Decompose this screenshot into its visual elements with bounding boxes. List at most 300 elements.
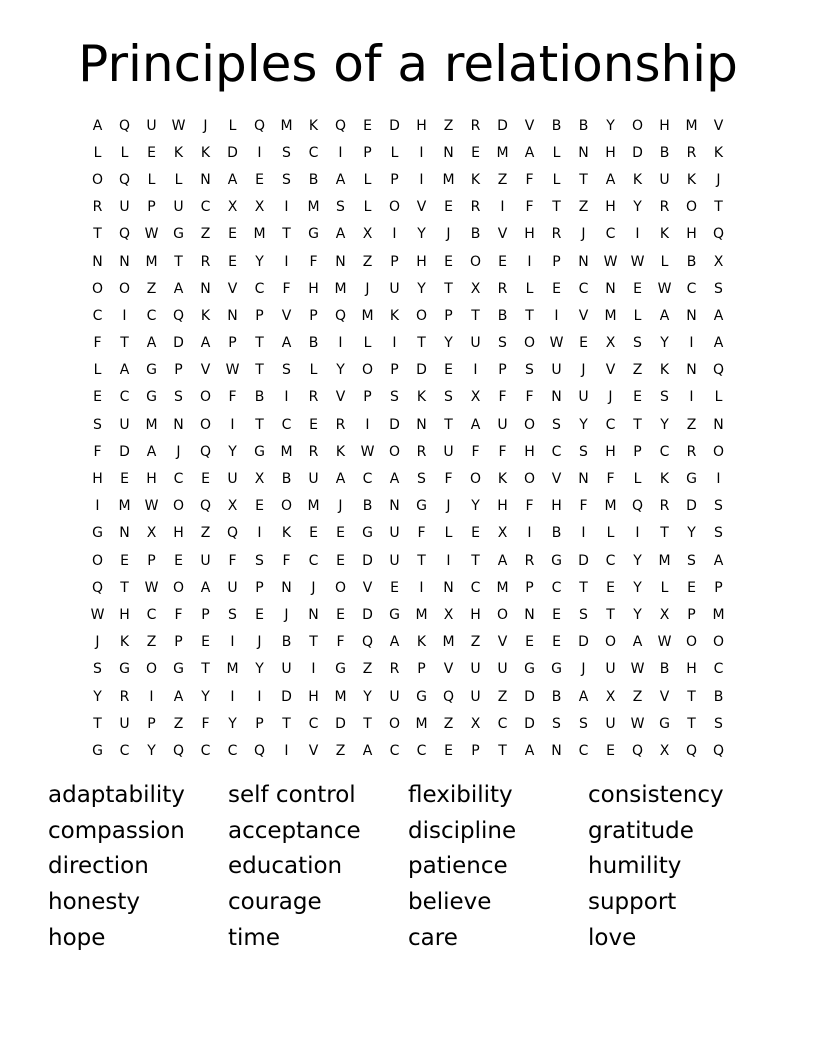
- grid-letter: O: [91, 280, 104, 297]
- grid-letter: Y: [633, 552, 642, 569]
- grid-letter: H: [524, 226, 535, 243]
- grid-letter: I: [338, 144, 343, 161]
- grid-letter: T: [444, 416, 453, 433]
- grid-letter: J: [581, 362, 586, 379]
- grid-letter: G: [92, 742, 103, 759]
- grid-letter: K: [497, 471, 508, 488]
- grid-letter: N: [605, 280, 616, 297]
- word-list-item: love: [588, 924, 637, 951]
- grid-letter: M: [442, 171, 455, 188]
- grid-letter: G: [416, 688, 427, 705]
- grid-row: [84, 221, 732, 248]
- grid-letter: L: [606, 525, 615, 542]
- grid-letter: E: [363, 117, 372, 134]
- grid-letter: W: [144, 226, 159, 243]
- grid-letter: X: [362, 226, 373, 243]
- grid-letter: J: [608, 389, 613, 406]
- grid-letter: B: [362, 498, 373, 515]
- grid-letter: C: [254, 280, 265, 297]
- grid-letter: G: [173, 661, 184, 678]
- grid-letter: M: [118, 498, 131, 515]
- word-list-item: patience: [408, 853, 508, 880]
- grid-letter: A: [200, 335, 211, 352]
- grid-letter: A: [146, 443, 157, 460]
- grid-letter: P: [687, 606, 696, 623]
- grid-letter: Q: [253, 742, 266, 759]
- grid-letter: F: [282, 280, 291, 297]
- grid-letter: T: [498, 742, 507, 759]
- grid-letter: H: [308, 688, 319, 705]
- word-list-item: consistency: [588, 782, 724, 808]
- grid-letter: H: [686, 661, 697, 678]
- grid-letter: E: [444, 253, 453, 270]
- grid-letter: K: [119, 634, 130, 651]
- grid-letter: K: [200, 144, 211, 161]
- grid-letter: H: [605, 144, 616, 161]
- grid-letter: M: [496, 144, 509, 161]
- grid-row: [84, 547, 732, 574]
- grid-letter: L: [147, 171, 156, 188]
- word-list-item: discipline: [408, 817, 517, 844]
- grid-letter: S: [174, 389, 183, 406]
- grid-letter: Y: [255, 661, 264, 678]
- grid-letter: P: [633, 443, 642, 460]
- word-list-item: courage: [228, 889, 322, 916]
- grid-letter: K: [659, 226, 670, 243]
- grid-letter: L: [390, 144, 399, 161]
- grid-letter: I: [338, 335, 343, 352]
- grid-letter: S: [282, 171, 291, 188]
- grid-letter: E: [687, 579, 696, 596]
- grid-letter: S: [417, 471, 426, 488]
- grid-letter: F: [228, 389, 237, 406]
- grid-letter: T: [255, 335, 264, 352]
- grid-letter: G: [146, 389, 157, 406]
- grid-letter: J: [446, 226, 451, 243]
- grid-letter: O: [172, 498, 185, 515]
- grid-letter: T: [120, 335, 129, 352]
- grid-letter: X: [605, 688, 616, 705]
- grid-letter: N: [686, 362, 697, 379]
- grid-letter: Z: [173, 715, 184, 732]
- grid-letter: Y: [660, 335, 669, 352]
- grid-letter: N: [443, 579, 454, 596]
- grid-letter: F: [498, 389, 507, 406]
- grid-letter: D: [416, 362, 427, 379]
- grid-row: [84, 357, 732, 384]
- grid-letter: U: [578, 389, 589, 406]
- grid-letter: I: [392, 335, 397, 352]
- grid-letter: M: [658, 552, 671, 569]
- grid-letter: E: [201, 634, 210, 651]
- grid-letter: B: [551, 688, 562, 705]
- grid-letter: K: [308, 117, 319, 134]
- grid-letter: N: [308, 606, 319, 623]
- grid-letter: X: [146, 525, 157, 542]
- grid-letter: X: [659, 742, 670, 759]
- grid-row: [84, 629, 732, 656]
- grid-letter: J: [203, 117, 208, 134]
- grid-letter: P: [228, 335, 237, 352]
- grid-letter: W: [171, 117, 186, 134]
- grid-letter: D: [578, 552, 589, 569]
- grid-letter: C: [200, 742, 211, 759]
- grid-letter: N: [578, 144, 589, 161]
- grid-letter: E: [444, 742, 453, 759]
- grid-letter: J: [716, 171, 721, 188]
- grid-letter: X: [443, 606, 454, 623]
- grid-letter: K: [281, 525, 292, 542]
- grid-letter: Z: [497, 171, 508, 188]
- grid-letter: G: [659, 715, 670, 732]
- grid-letter: U: [200, 552, 211, 569]
- grid-letter: N: [551, 742, 562, 759]
- grid-letter: R: [659, 498, 670, 515]
- grid-letter: X: [254, 199, 265, 216]
- grid-letter: Q: [712, 362, 725, 379]
- grid-letter: P: [390, 362, 399, 379]
- grid-letter: E: [93, 389, 102, 406]
- grid-letter: S: [282, 144, 291, 161]
- grid-letter: N: [335, 253, 346, 270]
- grid-letter: G: [389, 606, 400, 623]
- word-list-item: care: [408, 924, 458, 951]
- grid-letter: O: [496, 606, 509, 623]
- grid-letter: M: [604, 307, 617, 324]
- grid-letter: S: [282, 362, 291, 379]
- grid-letter: L: [444, 525, 453, 542]
- grid-letter: V: [524, 117, 535, 134]
- grid-letter: S: [93, 416, 102, 433]
- grid-letter: N: [686, 307, 697, 324]
- grid-letter: A: [227, 171, 238, 188]
- grid-letter: Z: [443, 715, 454, 732]
- grid-letter: R: [551, 226, 562, 243]
- grid-letter: I: [230, 688, 235, 705]
- word-list-item: education: [228, 853, 343, 880]
- grid-letter: O: [523, 416, 536, 433]
- grid-letter: M: [280, 443, 293, 460]
- grid-letter: T: [309, 634, 318, 651]
- grid-letter: V: [281, 307, 292, 324]
- grid-row: [84, 302, 732, 329]
- grid-letter: A: [119, 362, 130, 379]
- grid-letter: U: [119, 199, 130, 216]
- grid-letter: I: [635, 226, 640, 243]
- grid-letter: X: [227, 199, 238, 216]
- grid-letter: T: [282, 715, 291, 732]
- grid-letter: U: [470, 661, 481, 678]
- grid-row: [84, 683, 732, 710]
- grid-letter: R: [92, 199, 103, 216]
- grid-letter: E: [606, 742, 615, 759]
- grid-letter: K: [659, 362, 670, 379]
- grid-letter: G: [362, 525, 373, 542]
- grid-letter: O: [388, 199, 401, 216]
- grid-letter: G: [416, 498, 427, 515]
- grid-letter: T: [93, 226, 102, 243]
- grid-letter: M: [226, 661, 239, 678]
- grid-letter: T: [282, 226, 291, 243]
- grid-letter: M: [415, 715, 428, 732]
- grid-letter: J: [284, 606, 289, 623]
- grid-letter: P: [417, 661, 426, 678]
- grid-letter: C: [470, 579, 481, 596]
- grid-letter: H: [524, 443, 535, 460]
- grid-letter: F: [525, 389, 534, 406]
- grid-letter: C: [578, 742, 589, 759]
- grid-letter: L: [174, 171, 183, 188]
- grid-letter: C: [308, 715, 319, 732]
- grid-letter: C: [281, 416, 292, 433]
- grid-letter: N: [92, 253, 103, 270]
- grid-letter: D: [173, 335, 184, 352]
- grid-letter: D: [362, 552, 373, 569]
- grid-letter: O: [91, 552, 104, 569]
- grid-letter: P: [363, 144, 372, 161]
- word-list-item: direction: [48, 853, 149, 880]
- grid-letter: S: [579, 606, 588, 623]
- grid-letter: A: [362, 742, 373, 759]
- grid-letter: S: [579, 715, 588, 732]
- grid-letter: I: [149, 688, 154, 705]
- grid-letter: W: [603, 253, 618, 270]
- grid-letter: E: [309, 525, 318, 542]
- grid-letter: R: [470, 199, 481, 216]
- grid-letter: T: [633, 416, 642, 433]
- grid-letter: M: [604, 498, 617, 515]
- grid-letter: L: [93, 362, 102, 379]
- word-list-item: believe: [408, 889, 492, 916]
- grid-letter: O: [388, 715, 401, 732]
- grid-letter: G: [173, 226, 184, 243]
- grid-letter: Y: [336, 362, 345, 379]
- grid-letter: P: [255, 715, 264, 732]
- grid-letter: E: [498, 253, 507, 270]
- grid-letter: Q: [334, 117, 347, 134]
- grid-letter: A: [173, 280, 184, 297]
- grid-letter: O: [631, 117, 644, 134]
- grid-letter: P: [525, 579, 534, 596]
- grid-letter: I: [122, 307, 127, 324]
- grid-letter: U: [389, 280, 400, 297]
- grid-letter: W: [360, 443, 375, 460]
- grid-letter: P: [390, 171, 399, 188]
- grid-letter: E: [255, 498, 264, 515]
- grid-letter: L: [660, 253, 669, 270]
- grid-letter: U: [281, 661, 292, 678]
- grid-letter: A: [146, 335, 157, 352]
- grid-letter: A: [497, 552, 508, 569]
- grid-letter: X: [470, 715, 481, 732]
- grid-letter: M: [253, 226, 266, 243]
- grid-letter: T: [606, 606, 615, 623]
- grid-letter: B: [659, 661, 670, 678]
- grid-letter: M: [442, 634, 455, 651]
- grid-letter: D: [524, 715, 535, 732]
- word-list-item: honesty: [48, 889, 140, 916]
- grid-letter: C: [146, 606, 157, 623]
- grid-letter: V: [443, 661, 454, 678]
- grid-letter: T: [255, 362, 264, 379]
- grid-letter: L: [714, 389, 723, 406]
- grid-letter: U: [605, 661, 616, 678]
- grid-letter: P: [147, 199, 156, 216]
- grid-letter: B: [308, 335, 319, 352]
- grid-letter: I: [311, 661, 316, 678]
- grid-letter: H: [470, 606, 481, 623]
- grid-letter: I: [257, 525, 262, 542]
- grid-letter: E: [525, 634, 534, 651]
- grid-letter: V: [605, 362, 616, 379]
- grid-letter: N: [551, 389, 562, 406]
- grid-row: [84, 520, 732, 547]
- grid-letter: C: [227, 742, 238, 759]
- grid-letter: Z: [686, 416, 697, 433]
- grid-letter: G: [551, 661, 562, 678]
- grid-letter: Z: [362, 253, 373, 270]
- grid-letter: U: [173, 199, 184, 216]
- grid-letter: Y: [471, 498, 480, 515]
- grid-letter: I: [554, 307, 559, 324]
- grid-letter: T: [201, 661, 210, 678]
- grid-letter: N: [119, 253, 130, 270]
- grid-letter: Y: [228, 443, 237, 460]
- grid-letter: G: [92, 525, 103, 542]
- grid-letter: Q: [631, 742, 644, 759]
- grid-letter: P: [309, 307, 318, 324]
- grid-row: [84, 166, 732, 193]
- grid-letter: D: [686, 498, 697, 515]
- grid-letter: H: [659, 117, 670, 134]
- grid-letter: A: [470, 416, 481, 433]
- grid-letter: R: [308, 389, 319, 406]
- grid-letter: P: [174, 634, 183, 651]
- grid-letter: E: [444, 362, 453, 379]
- grid-letter: M: [307, 199, 320, 216]
- grid-letter: C: [686, 280, 697, 297]
- grid-letter: O: [523, 335, 536, 352]
- grid-letter: T: [120, 579, 129, 596]
- grid-letter: L: [660, 579, 669, 596]
- grid-letter: T: [174, 253, 183, 270]
- grid-letter: S: [444, 389, 453, 406]
- grid-letter: K: [632, 171, 643, 188]
- grid-letter: E: [390, 579, 399, 596]
- grid-letter: A: [335, 471, 346, 488]
- grid-letter: T: [660, 525, 669, 542]
- grid-letter: C: [119, 389, 130, 406]
- grid-letter: E: [228, 253, 237, 270]
- grid-letter: H: [173, 525, 184, 542]
- grid-letter: P: [390, 253, 399, 270]
- grid-letter: Q: [118, 117, 131, 134]
- grid-letter: A: [632, 634, 643, 651]
- grid-letter: N: [281, 579, 292, 596]
- grid-letter: D: [632, 144, 643, 161]
- grid-letter: V: [200, 362, 211, 379]
- grid-letter: T: [255, 416, 264, 433]
- grid-letter: B: [578, 117, 589, 134]
- grid-row: [84, 194, 732, 221]
- grid-letter: Y: [228, 715, 237, 732]
- grid-letter: Q: [442, 688, 455, 705]
- grid-letter: O: [712, 634, 725, 651]
- grid-letter: E: [633, 280, 642, 297]
- word-list-item: gratitude: [588, 817, 694, 844]
- grid-letter: U: [308, 471, 319, 488]
- grid-letter: N: [713, 416, 724, 433]
- grid-letter: Q: [712, 742, 725, 759]
- grid-letter: F: [336, 634, 345, 651]
- grid-letter: W: [657, 634, 672, 651]
- grid-letter: S: [714, 525, 723, 542]
- grid-letter: Q: [172, 307, 185, 324]
- grid-letter: I: [419, 144, 424, 161]
- grid-row: [84, 384, 732, 411]
- grid-letter: J: [338, 498, 343, 515]
- grid-letter: P: [471, 742, 480, 759]
- grid-row: [84, 112, 732, 139]
- grid-letter: A: [389, 471, 400, 488]
- grid-letter: O: [415, 307, 428, 324]
- grid-letter: X: [470, 389, 481, 406]
- grid-letter: C: [308, 552, 319, 569]
- grid-letter: Y: [201, 688, 210, 705]
- grid-letter: I: [284, 742, 289, 759]
- grid-letter: F: [444, 471, 453, 488]
- grid-letter: A: [713, 335, 724, 352]
- grid-letter: V: [497, 226, 508, 243]
- grid-letter: Z: [497, 688, 508, 705]
- grid-letter: C: [200, 199, 211, 216]
- grid-letter: T: [687, 688, 696, 705]
- grid-letter: A: [578, 688, 589, 705]
- grid-letter: B: [470, 226, 481, 243]
- grid-letter: W: [549, 335, 564, 352]
- grid-letter: E: [471, 525, 480, 542]
- grid-letter: O: [604, 634, 617, 651]
- grid-letter: G: [254, 443, 265, 460]
- grid-letter: Z: [200, 226, 211, 243]
- grid-letter: E: [336, 606, 345, 623]
- grid-letter: S: [579, 443, 588, 460]
- grid-letter: X: [659, 606, 670, 623]
- grid-letter: H: [146, 471, 157, 488]
- grid-letter: J: [581, 226, 586, 243]
- grid-letter: T: [93, 715, 102, 732]
- grid-letter: X: [254, 471, 265, 488]
- letter-grid: [84, 112, 732, 765]
- grid-letter: Y: [147, 742, 156, 759]
- grid-letter: K: [389, 307, 400, 324]
- grid-letter: C: [362, 471, 373, 488]
- grid-letter: O: [145, 661, 158, 678]
- grid-letter: K: [470, 171, 481, 188]
- grid-letter: W: [630, 253, 645, 270]
- grid-letter: H: [497, 498, 508, 515]
- grid-letter: K: [200, 307, 211, 324]
- grid-letter: O: [280, 498, 293, 515]
- grid-letter: S: [552, 416, 561, 433]
- grid-letter: G: [335, 661, 346, 678]
- grid-letter: O: [118, 280, 131, 297]
- grid-letter: E: [552, 634, 561, 651]
- grid-row: [84, 601, 732, 628]
- page-title: Principles of a relationship: [78, 35, 738, 93]
- grid-letter: C: [605, 226, 616, 243]
- grid-letter: A: [92, 117, 103, 134]
